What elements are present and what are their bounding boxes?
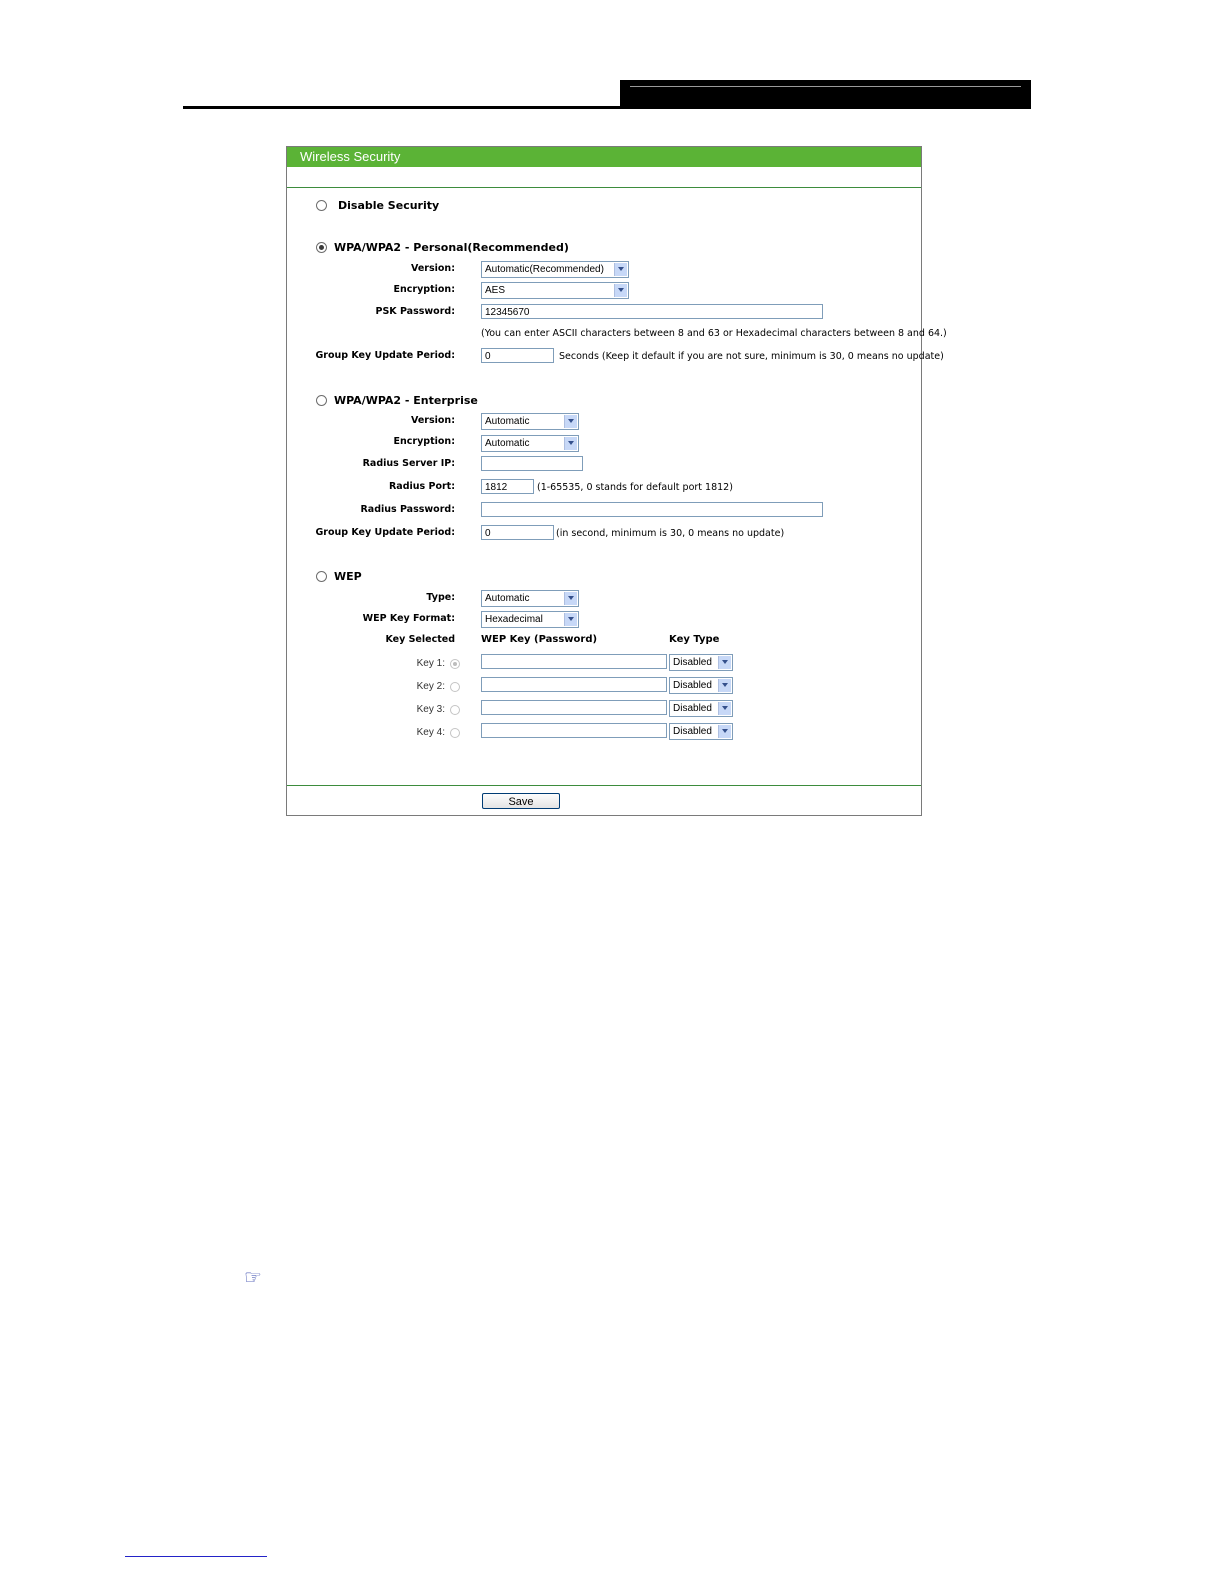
- key-2-type-select[interactable]: [669, 677, 733, 694]
- chevron-down-icon: [718, 679, 731, 692]
- enterprise-encryption-label: Encryption:: [393, 436, 455, 447]
- key-4-type-value: Disabled: [673, 726, 712, 737]
- personal-gkup-input[interactable]: 0: [481, 348, 554, 363]
- enterprise-version-label: Version:: [411, 415, 455, 426]
- key-2-label: Key 2:: [416, 681, 445, 692]
- radius-ip-input[interactable]: [481, 456, 583, 471]
- key-4-input[interactable]: [481, 723, 667, 738]
- personal-version-select[interactable]: [481, 261, 629, 278]
- wpa-personal-radio[interactable]: [316, 242, 327, 253]
- key-3-input[interactable]: [481, 700, 667, 715]
- pointing-hand-icon: ☞: [244, 1267, 262, 1289]
- personal-encryption-value: AES: [485, 285, 506, 296]
- key-type-header: Key Type: [669, 634, 720, 645]
- radius-port-input[interactable]: 1812: [481, 479, 534, 494]
- key-1-type-select[interactable]: [669, 654, 733, 671]
- enterprise-encryption-select[interactable]: [481, 435, 579, 452]
- wpa-enterprise-label: WPA/WPA2 - Enterprise: [334, 394, 478, 407]
- key-1-type-value: Disabled: [673, 657, 712, 668]
- document-header-rule: [183, 106, 1031, 109]
- disable-security-label: Disable Security: [338, 199, 440, 212]
- personal-encryption-label: Encryption:: [393, 284, 455, 295]
- chevron-down-icon: [718, 725, 731, 738]
- psk-password-input[interactable]: 12345670: [481, 304, 823, 319]
- personal-version-value: Automatic(Recommended): [485, 264, 604, 275]
- wep-type-label: Type:: [426, 592, 455, 603]
- wep-format-select[interactable]: [481, 611, 579, 628]
- key-4-type-select[interactable]: [669, 723, 733, 740]
- key-selected-header: Key Selected: [385, 634, 455, 645]
- chevron-down-icon: [614, 284, 627, 297]
- wpa-enterprise-radio[interactable]: [316, 395, 327, 406]
- key-1-input[interactable]: [481, 654, 667, 669]
- enterprise-version-select[interactable]: [481, 413, 579, 430]
- enterprise-version-value: Automatic: [485, 416, 530, 427]
- wep-label: WEP: [334, 570, 362, 583]
- key-3-radio[interactable]: [450, 705, 460, 715]
- wep-format-value: Hexadecimal: [485, 614, 543, 625]
- title-divider: [287, 187, 921, 188]
- key-1-radio[interactable]: [450, 659, 460, 669]
- chevron-down-icon: [614, 263, 627, 276]
- wep-radio[interactable]: [316, 571, 327, 582]
- personal-version-label: Version:: [411, 263, 455, 274]
- radius-port-label: Radius Port:: [388, 481, 455, 492]
- personal-gkup-label: Group Key Update Period:: [315, 350, 455, 361]
- chevron-down-icon: [564, 437, 577, 450]
- wep-format-label: WEP Key Format:: [362, 613, 455, 624]
- radius-ip-label: Radius Server IP:: [362, 458, 455, 469]
- personal-gkup-hint: Seconds (Keep it default if you are not sure, minimum is 30, 0 means no update): [559, 351, 944, 362]
- key-2-input[interactable]: [481, 677, 667, 692]
- wep-type-value: Automatic: [485, 593, 530, 604]
- personal-encryption-select[interactable]: [481, 282, 629, 299]
- chevron-down-icon: [718, 702, 731, 715]
- enterprise-encryption-value: Automatic: [485, 438, 530, 449]
- document-header-bar: [620, 80, 1031, 109]
- radius-password-label: Radius Password:: [360, 504, 455, 515]
- wireless-security-panel: [286, 146, 947, 816]
- key-1-label: Key 1:: [416, 658, 445, 669]
- save-button[interactable]: Save: [482, 793, 560, 809]
- disable-security-radio[interactable]: [316, 200, 327, 211]
- radius-password-input[interactable]: [481, 502, 823, 517]
- footer-link-underline[interactable]: [125, 1556, 267, 1557]
- chevron-down-icon: [718, 656, 731, 669]
- key-4-label: Key 4:: [416, 727, 445, 738]
- chevron-down-icon: [564, 415, 577, 428]
- chevron-down-icon: [564, 613, 577, 626]
- wpa-personal-label: WPA/WPA2 - Personal(Recommended): [334, 241, 569, 254]
- enterprise-gkup-input[interactable]: 0: [481, 525, 554, 540]
- wep-key-header: WEP Key (Password): [481, 634, 598, 645]
- key-3-label: Key 3:: [416, 704, 445, 715]
- panel-title: Wireless Security: [287, 147, 921, 167]
- key-2-type-value: Disabled: [673, 680, 712, 691]
- enterprise-gkup-label: Group Key Update Period:: [315, 527, 455, 538]
- enterprise-gkup-hint: (in second, minimum is 30, 0 means no update): [556, 528, 785, 539]
- chevron-down-icon: [564, 592, 577, 605]
- psk-password-label: PSK Password:: [375, 306, 455, 317]
- key-3-type-value: Disabled: [673, 703, 712, 714]
- psk-password-hint: (You can enter ASCII characters between 8 and 63 or Hexadecimal characters between 8 and 64.): [481, 328, 947, 339]
- key-4-radio[interactable]: [450, 728, 460, 738]
- key-2-radio[interactable]: [450, 682, 460, 692]
- footer-divider: [287, 785, 921, 786]
- radius-port-hint: (1-65535, 0 stands for default port 1812): [537, 482, 733, 493]
- key-3-type-select[interactable]: [669, 700, 733, 717]
- wep-type-select[interactable]: [481, 590, 579, 607]
